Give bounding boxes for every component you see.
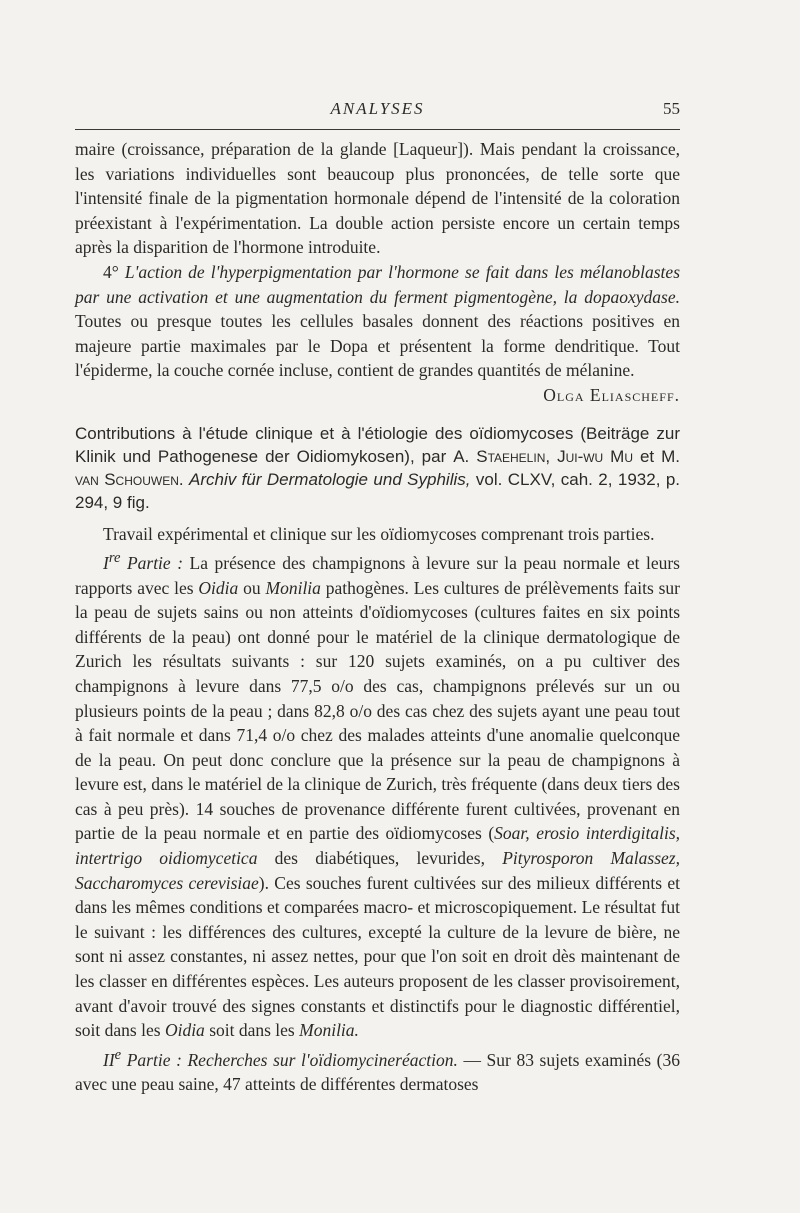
page-number: 55 (663, 99, 680, 118)
author-2: Jui-wu Mu (557, 446, 634, 466)
page-body (75, 137, 680, 1097)
article-title: Contributions à l'étude clinique et à l'étiologie des oïdiomycoses (75, 423, 574, 443)
article-title-block (75, 422, 680, 514)
spacer (75, 514, 680, 522)
part-1-paragraph: Ire Partie : La présence des champignons à levure sur la peau normale et leurs rapports avec les Oidia ou Monilia pathogènes. Les cultures de prélèvements faits sur la peau de sujets sains ou non atteints d'oïdiomycoses (cultures faites en six points différents de la peau) ont donné pour le matériel de la clinique dermatologique de Zurich les résultats suivants : sur 120 sujets examinés, on a pu cultiver des champignons à levure dans 77,5 o/o des cas, champignons prélevés sur un ou plusieurs points de la peau ; dans 82,8 o/o des cas chez des sujets ayant une peau tout à fait normale et dans 71,4 o/o chez des malades atteints d'une anomalie quelconque de la peau. On peut donc conclure que la présence sur la peau de champignons à levure est, dans le matériel de la clinique de Zurich, très fréquente (dans deux tiers des cas à peu près). 14 souches de provenance différente furent cultivées, provenant en partie de la peau normale et en partie des oïdiomycoses (Soar, erosio interdigitalis, intertrigo oidiomycetica des diabétiques, levurides, Pityrosporon Malassez, Saccharomyces cerevisiae). Ces souches furent cultivées sur des milieux différents et dans les mêmes conditions et comparées macro- et microscopiquement. Le résultat fut le suivant : les différences des cultures, excepté la culture de la levure de bière, ne sont ni assez constantes, ni assez nettes, pour que l'on soit en droit dès maintenant de les classer en différentes espèces. Les auteurs proposent de les classer provisoirement, avant d'avoir trouvé des signes constants et distinctifs pour le diagnostic différentiel, soit dans les Oidia soit dans les Monilia. (75, 550, 681, 1041)
part-2-paragraph: IIe Partie : Recherches sur l'oïdiomycineréaction. — Sur 83 sujets examinés (36 avec une peau saine, 47 atteints de différentes dermatoses (75, 1046, 680, 1095)
authors-et: et (633, 446, 662, 466)
point-number: 4° (103, 261, 119, 282)
author-signature: Olga Eliascheff. (543, 384, 680, 405)
point-text: Toutes ou presque toutes les cellules basales donnent des réactions positives en majeure partie maximales par le Dopa et présentent la forme dendritique. Tout l'épiderme, la couche cornée incluse, contient de grandes quantités de mélanine. (75, 311, 680, 381)
running-title: ANALYSES (330, 99, 425, 118)
part-2-label: IIe Partie : Recherches sur l'oïdiomycineréaction. (103, 1046, 458, 1070)
header-rule (75, 129, 680, 130)
author-1: A. Staehelin, (453, 446, 551, 466)
point-italic-text: L'action de l'hyperpigmentation par l'hormone se fait dans les mélanoblastes par une activation et une augmentation du ferment pigmentogène, la dopaoxydase. (75, 261, 680, 307)
citation: vol. CLXV, cah. 2, 1932, p. 294, 9 fig. (75, 469, 681, 512)
journal-name: Archiv für Dermatologie und Syphilis, (189, 469, 471, 489)
paragraph-point-4 (75, 260, 680, 383)
page-header (75, 99, 680, 123)
article-title-paren: (Beiträge zur Klinik und Pathogenese der Oidiomykosen), par (75, 423, 680, 466)
paragraph-continued: maire (croissance, préparation de la glande [Laqueur]). Mais pendant la croissance, les variations individuelles sont beaucoup plus prononcées, de telle sorte que l'intensité finale de la pigmentation hormonale dépend de l'intensité de la coloration préexistant à l'expérimentation. La double action persiste encore un certain temps après la disparition de l'hormone introduite. (75, 139, 680, 258)
part-1-label: Ire Partie : (103, 550, 184, 573)
author-3: M. van Schouwen. (75, 446, 681, 489)
intro-paragraph: Travail expérimental et clinique sur les oïdiomycoses comprenant trois parties. (103, 523, 655, 544)
